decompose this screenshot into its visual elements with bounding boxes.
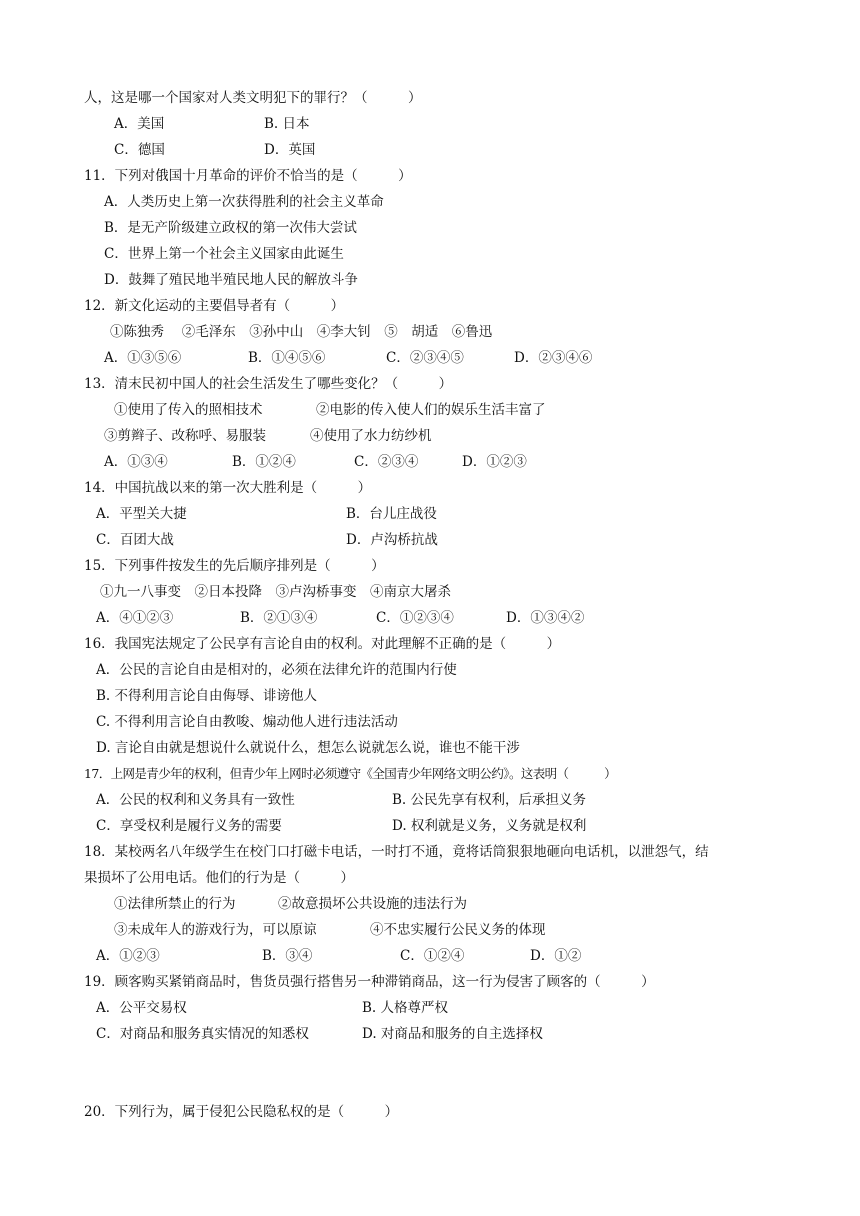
q11-option-d: D．鼓舞了殖民地半殖民地人民的解放斗争 [104, 272, 358, 288]
q14-stem: 14．中国抗战以来的第一次大胜利是（ ） [84, 480, 372, 496]
q15-option-d: D．①③④② [506, 610, 585, 626]
q10-option-c: C．德国 [114, 142, 165, 158]
q13-option-a: A．①③④ [104, 454, 168, 470]
q19-option-a: A．公平交易权 [96, 1000, 187, 1016]
q10-option-a: A．美国 [114, 116, 165, 132]
q10-stem: 人，这是哪一个国家对人类文明犯下的罪行？（ ） [84, 90, 422, 106]
q12-option-b: B．①④⑤⑥ [248, 350, 326, 366]
q12-option-d: D．②③④⑥ [514, 350, 593, 366]
q14-option-d: D．卢沟桥抗战 [346, 532, 438, 548]
q15-stem: 15．下列事件按发生的先后顺序排列是（ ） [84, 558, 385, 574]
q19-option-c: C．对商品和服务真实情况的知悉权 [96, 1026, 309, 1042]
q15-items: ①九一八事变 ②日本投降 ③卢沟桥事变 ④南京大屠杀 [100, 584, 451, 600]
q12-option-a: A．①③⑤⑥ [104, 350, 182, 366]
q16-option-a: A．公民的言论自由是相对的，必须在法律允许的范围内行使 [96, 662, 457, 678]
q12-items: ①陈独秀 ②毛泽东 ③孙中山 ④李大钊 ⑤ 胡适 ⑥鲁迅 [110, 324, 493, 340]
q18-stem-line-1: 18．某校两名八年级学生在校门口打磁卡电话，一时打不通，竟将话筒狠狠地砸向电话机，以泄怨气，结 [84, 844, 709, 860]
q12-stem: 12．新文化运动的主要倡导者有（ ） [84, 298, 345, 314]
q13-option-b: B．①②④ [232, 454, 296, 470]
q18-stem-line-2: 果损坏了公用电话。他们的行为是（ ） [84, 870, 354, 886]
q11-stem: 11．下列对俄国十月革命的评价不恰当的是（ ） [84, 168, 412, 184]
q16-option-c: C. 不得利用言论自由教唆、煽动他人进行违法活动 [96, 714, 398, 730]
q16-option-b: B. 不得利用言论自由侮辱、诽谤他人 [96, 688, 318, 704]
q15-option-b: B．②①③④ [240, 610, 318, 626]
q12-option-c: C．②③④⑤ [386, 350, 464, 366]
q14-option-a: A．平型关大捷 [96, 506, 187, 522]
q11-option-a: A．人类历史上第一次获得胜利的社会主义革命 [104, 194, 384, 210]
q14-option-b: B．台儿庄战役 [346, 506, 437, 522]
q18-option-b: B．③④ [262, 948, 313, 964]
q18-option-c: C．①②④ [400, 948, 465, 964]
q19-stem: 19．顾客购买紧销商品时，售货员强行搭售另一种滞销商品，这一行为侵害了顾客的（ ） [84, 974, 655, 990]
q11-option-c: C．世界上第一个社会主义国家由此诞生 [104, 246, 344, 262]
q18-option-d: D．①② [530, 948, 582, 964]
q20-stem: 20．下列行为，属于侵犯公民隐私权的是（ ） [84, 1104, 399, 1120]
q13-option-d: D．①②③ [462, 454, 527, 470]
q19-option-d: D. 对商品和服务的自主选择权 [362, 1026, 543, 1042]
q17-option-b: B. 公民先享有权利，后承担义务 [392, 792, 587, 808]
q10-option-b: B. 日本 [264, 116, 310, 132]
q16-stem: 16．我国宪法规定了公民享有言论自由的权利。对此理解不正确的是（ ） [84, 636, 561, 652]
q10-option-d: D．英国 [264, 142, 316, 158]
q17-option-c: C．享受权利是履行义务的需要 [96, 818, 282, 834]
q18-item-2: ②故意损坏公共设施的违法行为 [278, 896, 467, 912]
q14-option-c: C．百团大战 [96, 532, 174, 548]
q18-item-3: ③未成年人的游戏行为，可以原谅 [114, 922, 317, 938]
q18-option-a: A．①②③ [96, 948, 160, 964]
q16-option-d: D. 言论自由就是想说什么就说什么，想怎么说就怎么说，谁也不能干涉 [96, 740, 520, 756]
q13-option-c: C．②③④ [354, 454, 419, 470]
q13-item-3: ③剪辫子、改称呼、易服装 [104, 428, 266, 444]
q17-option-a: A．公民的权利和义务具有一致性 [96, 792, 295, 808]
q19-option-b: B. 人格尊严权 [362, 1000, 449, 1016]
q17-stem: 17．上网是青少年的权利，但青少年上网时必须遵守《全国青少年网络文明公约》。这表明（ ） [84, 766, 617, 781]
q17-option-d: D. 权利就是义务，义务就是权利 [392, 818, 587, 834]
q13-stem: 13．清末民初中国人的社会生活发生了哪些变化？（ ） [84, 376, 453, 392]
q11-option-b: B．是无产阶级建立政权的第一次伟大尝试 [104, 220, 357, 236]
q13-item-1: ①使用了传入的照相技术 [114, 402, 263, 418]
q18-item-4: ④不忠实履行公民义务的体现 [370, 922, 546, 938]
q13-item-4: ④使用了水力纺纱机 [310, 428, 432, 444]
q15-option-a: A．④①②③ [96, 610, 174, 626]
q13-item-2: ②电影的传入使人们的娱乐生活丰富了 [316, 402, 546, 418]
q15-option-c: C．①②③④ [376, 610, 454, 626]
q18-item-1: ①法律所禁止的行为 [114, 896, 236, 912]
